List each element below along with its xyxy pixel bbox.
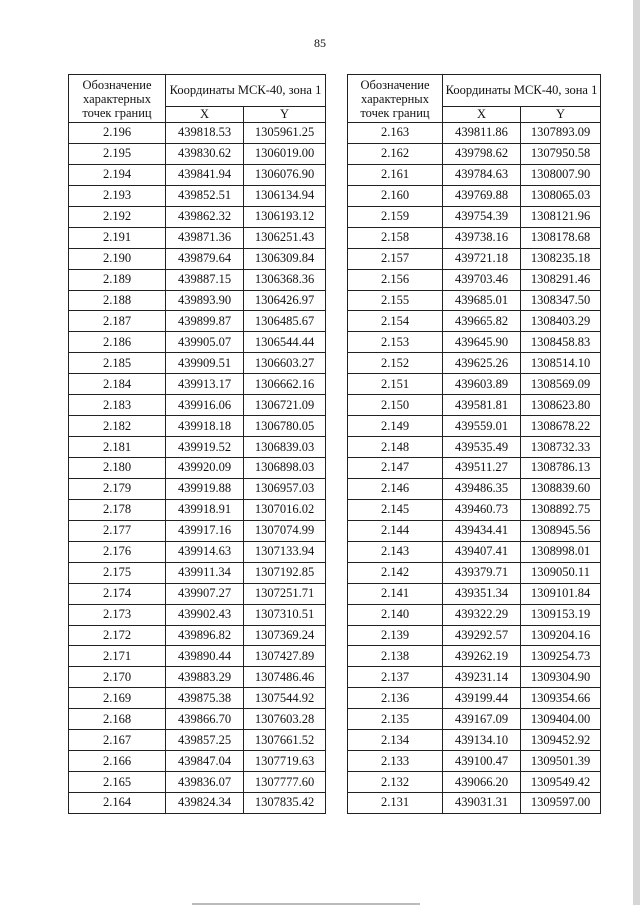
table-row: [69, 793, 326, 814]
point-id-cell: 2.156: [348, 269, 443, 290]
point-id-cell: 2.157: [348, 248, 443, 269]
x-coordinate-cell: 439914.63: [166, 541, 244, 562]
y-coordinate-cell: 1308945.56: [521, 520, 601, 541]
table-row: [69, 646, 326, 667]
y-coordinate-cell: 1308403.29: [521, 311, 601, 332]
x-coordinate-cell: 439769.88: [443, 185, 521, 206]
table-row: [348, 772, 601, 793]
x-coordinate-cell: 439875.38: [166, 688, 244, 709]
point-id-cell: 2.169: [69, 688, 166, 709]
x-coordinate-cell: 439871.36: [166, 227, 244, 248]
x-coordinate-cell: 439899.87: [166, 311, 244, 332]
point-id-cell: 2.170: [69, 667, 166, 688]
table-row: [348, 458, 601, 479]
x-coordinate-cell: 439883.29: [166, 667, 244, 688]
x-coordinate-cell: 439841.94: [166, 164, 244, 185]
point-id-cell: 2.151: [348, 374, 443, 395]
x-coordinate-cell: 439066.20: [443, 772, 521, 793]
table-row: [69, 290, 326, 311]
point-id-cell: 2.152: [348, 353, 443, 374]
x-coordinate-cell: 439703.46: [443, 269, 521, 290]
point-id-cell: 2.138: [348, 646, 443, 667]
y-coordinate-cell: 1308458.83: [521, 332, 601, 353]
point-id-cell: 2.134: [348, 730, 443, 751]
table-row: [69, 353, 326, 374]
table-row: [69, 751, 326, 772]
table-row: [348, 688, 601, 709]
y-coordinate-cell: 1308291.46: [521, 269, 601, 290]
point-id-cell: 2.172: [69, 625, 166, 646]
x-coordinate-cell: 439738.16: [443, 227, 521, 248]
x-coordinate-cell: 439379.71: [443, 562, 521, 583]
x-coordinate-cell: 439625.26: [443, 353, 521, 374]
point-id-cell: 2.163: [348, 123, 443, 144]
point-id-cell: 2.189: [69, 269, 166, 290]
point-id-cell: 2.146: [348, 478, 443, 499]
table-row: [69, 604, 326, 625]
y-coordinate-cell: 1307133.94: [244, 541, 326, 562]
table-row: [69, 269, 326, 290]
x-coordinate-cell: 439847.04: [166, 751, 244, 772]
y-coordinate-cell: 1306076.90: [244, 164, 326, 185]
x-coordinate-cell: 439857.25: [166, 730, 244, 751]
y-coordinate-cell: 1308998.01: [521, 541, 601, 562]
x-coordinate-cell: 439262.19: [443, 646, 521, 667]
y-coordinate-cell: 1309501.39: [521, 751, 601, 772]
y-coordinate-cell: 1306019.00: [244, 143, 326, 164]
table-row: [69, 206, 326, 227]
table-row: [348, 227, 601, 248]
y-coordinate-cell: 1309354.66: [521, 688, 601, 709]
point-id-cell: 2.182: [69, 416, 166, 437]
x-coordinate-cell: 439830.62: [166, 143, 244, 164]
x-coordinate-cell: 439685.01: [443, 290, 521, 311]
point-id-cell: 2.158: [348, 227, 443, 248]
y-coordinate-cell: 1308514.10: [521, 353, 601, 374]
x-coordinate-cell: 439645.90: [443, 332, 521, 353]
x-coordinate-cell: 439665.82: [443, 311, 521, 332]
table-row: [348, 604, 601, 625]
x-coordinate-cell: 439896.82: [166, 625, 244, 646]
y-coordinate-cell: 1307661.52: [244, 730, 326, 751]
x-coordinate-cell: 439231.14: [443, 667, 521, 688]
table-row: [69, 437, 326, 458]
y-coordinate-cell: 1308892.75: [521, 499, 601, 520]
point-id-cell: 2.164: [69, 793, 166, 814]
point-id-cell: 2.160: [348, 185, 443, 206]
y-coordinate-cell: 1307603.28: [244, 709, 326, 730]
table-row: [348, 751, 601, 772]
x-coordinate-cell: 439031.31: [443, 793, 521, 814]
y-coordinate-cell: 1306721.09: [244, 395, 326, 416]
table-row: [69, 143, 326, 164]
point-id-cell: 2.190: [69, 248, 166, 269]
x-coordinate-cell: 439100.47: [443, 751, 521, 772]
table-row: [69, 499, 326, 520]
y-coordinate-cell: 1307950.58: [521, 143, 601, 164]
table-row: [69, 478, 326, 499]
x-coordinate-cell: 439134.10: [443, 730, 521, 751]
x-coordinate-cell: 439434.41: [443, 520, 521, 541]
point-id-cell: 2.194: [69, 164, 166, 185]
point-designation-header: Обозначение характерных точек границ: [69, 75, 166, 123]
x-coordinate-cell: 439836.07: [166, 772, 244, 793]
point-id-cell: 2.180: [69, 458, 166, 479]
y-coordinate-cell: 1307074.99: [244, 520, 326, 541]
x-coordinate-cell: 439862.32: [166, 206, 244, 227]
point-id-cell: 2.175: [69, 562, 166, 583]
point-id-cell: 2.191: [69, 227, 166, 248]
x-coordinate-cell: 439893.90: [166, 290, 244, 311]
point-id-cell: 2.178: [69, 499, 166, 520]
point-id-cell: 2.132: [348, 772, 443, 793]
point-id-cell: 2.173: [69, 604, 166, 625]
table-row: [348, 164, 601, 185]
y-coordinate-cell: 1308569.09: [521, 374, 601, 395]
y-coordinate-cell: 1306603.27: [244, 353, 326, 374]
x-coordinate-cell: 439890.44: [166, 646, 244, 667]
y-coordinate-cell: 1309549.42: [521, 772, 601, 793]
y-coordinate-cell: 1306544.44: [244, 332, 326, 353]
x-coordinate-cell: 439918.91: [166, 499, 244, 520]
table-row: [348, 562, 601, 583]
x-coordinate-cell: 439811.86: [443, 123, 521, 144]
x-coordinate-cell: 439879.64: [166, 248, 244, 269]
y-coordinate-cell: 1308623.80: [521, 395, 601, 416]
y-coordinate-cell: 1305961.25: [244, 123, 326, 144]
y-coordinate-cell: 1306193.12: [244, 206, 326, 227]
table-row: [348, 437, 601, 458]
y-coordinate-cell: 1306251.43: [244, 227, 326, 248]
y-coordinate-cell: 1309204.16: [521, 625, 601, 646]
y-coordinate-cell: 1307369.24: [244, 625, 326, 646]
y-coordinate-cell: 1307544.92: [244, 688, 326, 709]
y-coordinate-cell: 1307835.42: [244, 793, 326, 814]
y-coordinate-cell: 1308235.18: [521, 248, 601, 269]
x-coordinate-cell: 439407.41: [443, 541, 521, 562]
point-id-cell: 2.144: [348, 520, 443, 541]
point-id-cell: 2.181: [69, 437, 166, 458]
y-coordinate-cell: 1306898.03: [244, 458, 326, 479]
table-row: [348, 353, 601, 374]
table-row: [348, 185, 601, 206]
table-row: [69, 688, 326, 709]
table-row: [348, 311, 601, 332]
point-id-cell: 2.168: [69, 709, 166, 730]
coordinates-header: Координаты МСК-40, зона 1: [443, 75, 601, 107]
y-coordinate-cell: 1308732.33: [521, 437, 601, 458]
table-row: [69, 227, 326, 248]
x-coordinate-cell: 439905.07: [166, 332, 244, 353]
coordinates-table-left: [68, 74, 326, 814]
table-row: [69, 123, 326, 144]
x-coordinate-cell: 439887.15: [166, 269, 244, 290]
point-id-cell: 2.186: [69, 332, 166, 353]
table-row: [348, 395, 601, 416]
y-coordinate-cell: 1308839.60: [521, 478, 601, 499]
point-designation-header: Обозначение характерных точек границ: [348, 75, 443, 123]
x-coordinate-cell: 439917.16: [166, 520, 244, 541]
table-row: [348, 416, 601, 437]
y-coordinate-cell: 1307893.09: [521, 123, 601, 144]
x-coordinate-cell: 439581.81: [443, 395, 521, 416]
y-coordinate-cell: 1306839.03: [244, 437, 326, 458]
table-row: [69, 562, 326, 583]
x-coordinate-cell: 439784.63: [443, 164, 521, 185]
x-coordinate-cell: 439292.57: [443, 625, 521, 646]
table-row: [348, 478, 601, 499]
x-coordinate-cell: 439916.06: [166, 395, 244, 416]
y-coordinate-cell: 1306368.36: [244, 269, 326, 290]
table-row: [348, 269, 601, 290]
point-id-cell: 2.155: [348, 290, 443, 311]
table-row: [69, 458, 326, 479]
y-coordinate-cell: 1306957.03: [244, 478, 326, 499]
table-row: [348, 123, 601, 144]
x-coordinate-cell: 439721.18: [443, 248, 521, 269]
y-coordinate-cell: 1309153.19: [521, 604, 601, 625]
point-id-cell: 2.174: [69, 583, 166, 604]
y-coordinate-cell: 1307486.46: [244, 667, 326, 688]
x-column-header: X: [443, 106, 521, 122]
x-coordinate-cell: 439535.49: [443, 437, 521, 458]
table-row: [69, 772, 326, 793]
table-row: [69, 583, 326, 604]
x-coordinate-cell: 439754.39: [443, 206, 521, 227]
point-id-cell: 2.142: [348, 562, 443, 583]
point-id-cell: 2.150: [348, 395, 443, 416]
y-coordinate-cell: 1308347.50: [521, 290, 601, 311]
y-coordinate-cell: 1306662.16: [244, 374, 326, 395]
point-id-cell: 2.153: [348, 332, 443, 353]
y-coordinate-cell: 1308121.96: [521, 206, 601, 227]
point-id-cell: 2.154: [348, 311, 443, 332]
table-row: [348, 541, 601, 562]
x-coordinate-cell: 439798.62: [443, 143, 521, 164]
table-row: [348, 499, 601, 520]
point-id-cell: 2.145: [348, 499, 443, 520]
point-id-cell: 2.188: [69, 290, 166, 311]
table-row: [69, 709, 326, 730]
coordinates-header: Координаты МСК-40, зона 1: [166, 75, 326, 107]
point-id-cell: 2.159: [348, 206, 443, 227]
x-coordinate-cell: 439167.09: [443, 709, 521, 730]
y-coordinate-cell: 1308007.90: [521, 164, 601, 185]
x-coordinate-cell: 439351.34: [443, 583, 521, 604]
table-row: [348, 520, 601, 541]
table-row: [69, 395, 326, 416]
x-coordinate-cell: 439824.34: [166, 793, 244, 814]
table-row: [348, 143, 601, 164]
point-id-cell: 2.147: [348, 458, 443, 479]
table-row: [348, 709, 601, 730]
x-coordinate-cell: 439902.43: [166, 604, 244, 625]
point-id-cell: 2.184: [69, 374, 166, 395]
table-row: [69, 332, 326, 353]
y-coordinate-cell: 1306485.67: [244, 311, 326, 332]
point-id-cell: 2.193: [69, 185, 166, 206]
table-row: [348, 374, 601, 395]
point-id-cell: 2.171: [69, 646, 166, 667]
x-coordinate-cell: 439909.51: [166, 353, 244, 374]
table-row: [69, 374, 326, 395]
point-id-cell: 2.185: [69, 353, 166, 374]
y-coordinate-cell: 1308786.13: [521, 458, 601, 479]
point-id-cell: 2.139: [348, 625, 443, 646]
y-coordinate-cell: 1307192.85: [244, 562, 326, 583]
point-id-cell: 2.166: [69, 751, 166, 772]
y-coordinate-cell: 1307427.89: [244, 646, 326, 667]
y-coordinate-cell: 1307251.71: [244, 583, 326, 604]
table-row: [69, 520, 326, 541]
table-row: [348, 583, 601, 604]
table-row: [69, 416, 326, 437]
point-id-cell: 2.195: [69, 143, 166, 164]
x-coordinate-cell: 439511.27: [443, 458, 521, 479]
y-coordinate-cell: 1309254.73: [521, 646, 601, 667]
point-id-cell: 2.135: [348, 709, 443, 730]
y-coordinate-cell: 1309452.92: [521, 730, 601, 751]
y-coordinate-cell: 1308678.22: [521, 416, 601, 437]
x-coordinate-cell: 439603.89: [443, 374, 521, 395]
x-coordinate-cell: 439913.17: [166, 374, 244, 395]
x-coordinate-cell: 439460.73: [443, 499, 521, 520]
point-id-cell: 2.177: [69, 520, 166, 541]
point-id-cell: 2.187: [69, 311, 166, 332]
x-coordinate-cell: 439818.53: [166, 123, 244, 144]
table-row: [348, 206, 601, 227]
y-coordinate-cell: 1306134.94: [244, 185, 326, 206]
table-row: [69, 667, 326, 688]
x-coordinate-cell: 439918.18: [166, 416, 244, 437]
point-id-cell: 2.141: [348, 583, 443, 604]
table-row: [69, 541, 326, 562]
point-id-cell: 2.140: [348, 604, 443, 625]
y-coordinate-cell: 1306780.05: [244, 416, 326, 437]
y-coordinate-cell: 1307016.02: [244, 499, 326, 520]
point-id-cell: 2.148: [348, 437, 443, 458]
y-coordinate-cell: 1309050.11: [521, 562, 601, 583]
y-coordinate-cell: 1307777.60: [244, 772, 326, 793]
y-coordinate-cell: 1309304.90: [521, 667, 601, 688]
x-coordinate-cell: 439920.09: [166, 458, 244, 479]
y-coordinate-cell: 1309101.84: [521, 583, 601, 604]
point-id-cell: 2.143: [348, 541, 443, 562]
point-id-cell: 2.162: [348, 143, 443, 164]
table-row: [69, 185, 326, 206]
x-coordinate-cell: 439907.27: [166, 583, 244, 604]
y-coordinate-cell: 1308178.68: [521, 227, 601, 248]
y-coordinate-cell: 1309404.00: [521, 709, 601, 730]
point-id-cell: 2.131: [348, 793, 443, 814]
point-id-cell: 2.167: [69, 730, 166, 751]
y-column-header: Y: [244, 106, 326, 122]
y-coordinate-cell: 1308065.03: [521, 185, 601, 206]
x-column-header: X: [166, 106, 244, 122]
page-number: 85: [314, 36, 326, 50]
point-id-cell: 2.165: [69, 772, 166, 793]
point-id-cell: 2.192: [69, 206, 166, 227]
point-id-cell: 2.176: [69, 541, 166, 562]
y-coordinate-cell: 1309597.00: [521, 793, 601, 814]
point-id-cell: 2.179: [69, 478, 166, 499]
table-row: [348, 730, 601, 751]
x-coordinate-cell: 439911.34: [166, 562, 244, 583]
y-coordinate-cell: 1307310.51: [244, 604, 326, 625]
scan-edge-stripe: [633, 0, 640, 905]
x-coordinate-cell: 439199.44: [443, 688, 521, 709]
point-id-cell: 2.137: [348, 667, 443, 688]
y-coordinate-cell: 1306309.84: [244, 248, 326, 269]
table-row: [69, 730, 326, 751]
point-id-cell: 2.196: [69, 123, 166, 144]
table-row: [348, 332, 601, 353]
table-row: [69, 625, 326, 646]
coordinates-table-right: [347, 74, 601, 814]
table-row: [348, 248, 601, 269]
point-id-cell: 2.133: [348, 751, 443, 772]
point-id-cell: 2.183: [69, 395, 166, 416]
table-row: [348, 667, 601, 688]
table-row: [69, 311, 326, 332]
point-id-cell: 2.149: [348, 416, 443, 437]
table-row: [348, 646, 601, 667]
x-coordinate-cell: 439322.29: [443, 604, 521, 625]
y-column-header: Y: [521, 106, 601, 122]
x-coordinate-cell: 439852.51: [166, 185, 244, 206]
table-row: [69, 164, 326, 185]
table-row: [348, 793, 601, 814]
point-id-cell: 2.161: [348, 164, 443, 185]
x-coordinate-cell: 439866.70: [166, 709, 244, 730]
point-id-cell: 2.136: [348, 688, 443, 709]
table-row: [348, 625, 601, 646]
x-coordinate-cell: 439559.01: [443, 416, 521, 437]
x-coordinate-cell: 439919.52: [166, 437, 244, 458]
table-row: [348, 290, 601, 311]
x-coordinate-cell: 439919.88: [166, 478, 244, 499]
y-coordinate-cell: 1306426.97: [244, 290, 326, 311]
x-coordinate-cell: 439486.35: [443, 478, 521, 499]
table-row: [69, 248, 326, 269]
y-coordinate-cell: 1307719.63: [244, 751, 326, 772]
